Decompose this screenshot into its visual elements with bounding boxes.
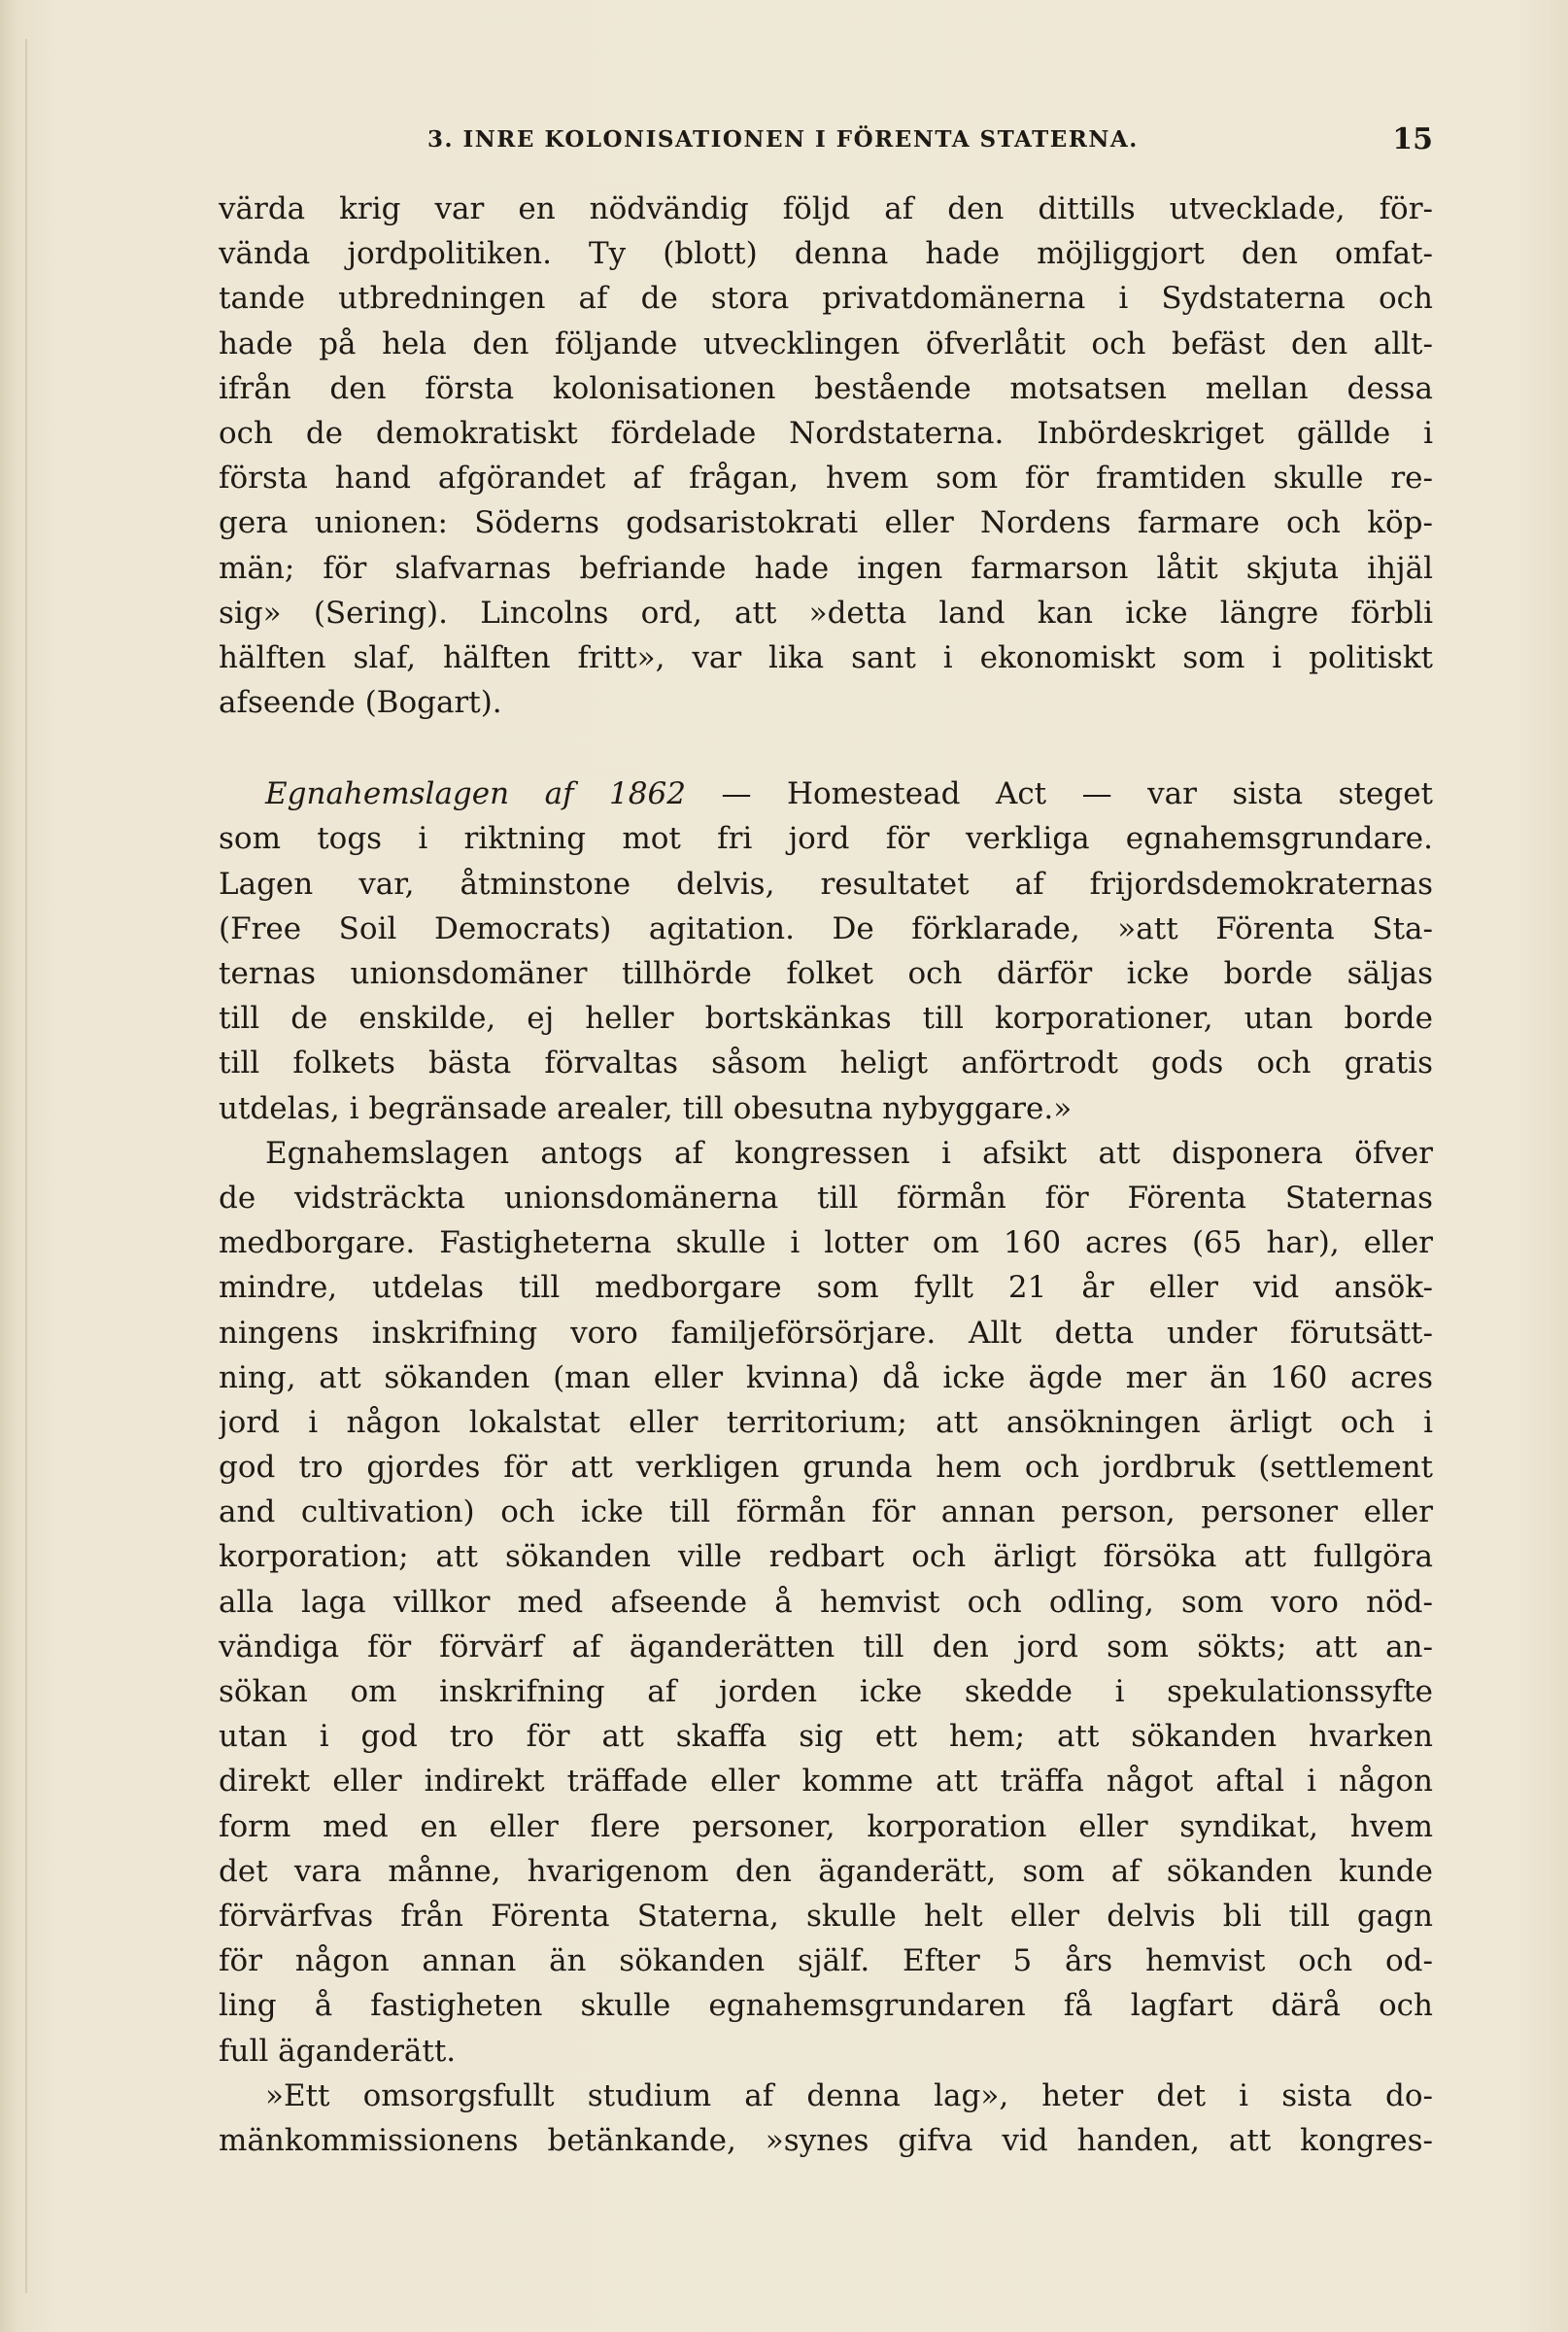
text-line: till de enskilde, ej heller bortskänkas till korporationer, utan borde (219, 1001, 1433, 1037)
text-line: utan i god tro för att skaffa sig ett hem; att sökanden hvarken (219, 1719, 1433, 1755)
text-line: alla laga villkor med afseende å hemvist och odling, som voro nöd- (219, 1584, 1433, 1620)
text-line: korporation; att sökanden ville redbart och ärligt försöka att fullgöra (219, 1539, 1433, 1575)
text-line: förvärfvas från Förenta Staterna, skulle helt eller delvis bli till gagn (219, 1898, 1433, 1934)
text-line: första hand afgörandet af frågan, hvem som för framtiden skulle re- (219, 461, 1433, 497)
text-line: hade på hela den följande utvecklingen öfverlåtit och befäst den allt- (219, 326, 1433, 361)
text-line (219, 772, 1433, 816)
text-line: sig» (Sering). Lincolns ord, att »detta land kan icke längre förbli (219, 595, 1433, 631)
text-line: form med en eller flere personer, korporation eller syndikat, hvem (219, 1808, 1433, 1844)
text-line: jord i någon lokalstat eller territorium; att ansökningen ärligt och i (219, 1404, 1433, 1440)
text-line: till folkets bästa förvaltas såsom heligt anförtrodt gods och gratis (219, 1046, 1433, 1081)
text-line: ifrån den första kolonisationen bestående motsatsen mellan dessa (219, 370, 1433, 406)
text-line: tande utbredningen af de stora privatdomänerna i Sydstaterna och (219, 281, 1433, 317)
text-line: Egnahemslagen antogs af kongressen i afsikt att disponera öfver (265, 1135, 1433, 1171)
body-text (219, 187, 1433, 2163)
text-line: (Free Soil Democrats) agitation. De förklarade, »att Förenta Sta- (219, 910, 1433, 946)
text-line: utdelas, i begränsade arealer, till obesutna nybyggare.» (219, 1090, 1073, 1126)
text-line: hälften slaf, hälften fritt», var lika sant i ekonomiskt som i politiskt (219, 639, 1433, 675)
text-line: ling å fastigheten skulle egnahemsgrundaren få lagfart därå och (219, 1988, 1433, 2024)
text-line: de vidsträckta unionsdomänerna till förmån för Förenta Staternas (219, 1180, 1433, 1216)
text-line: mänkommissionens betänkande, »synes gifva vid handen, att kongres- (219, 2122, 1433, 2158)
text-line: Lagen var, åtminstone delvis, resultatet af frijordsdemokraternas (219, 866, 1433, 902)
text-line: and cultivation) och icke till förmån för annan person, personer eller (219, 1494, 1433, 1530)
text-line: värda krig var en nödvändig följd af den dittills utvecklade, för- (219, 191, 1433, 226)
text-line: vända jordpolitiken. Ty (blott) denna hade möjliggjort den omfat- (219, 236, 1433, 272)
text-line: sökan om inskrifning af jorden icke skedde i spekulationssyfte (219, 1674, 1433, 1709)
text-line: gera unionen: Söderns godsaristokrati eller Nordens farmare och köp- (219, 505, 1433, 541)
text-line: ningens inskrifning voro familjeförsörjare. Allt detta under förutsätt- (219, 1315, 1433, 1351)
text-line: »Ett omsorgsfullt studium af denna lag», heter det i sista do- (265, 2077, 1433, 2113)
text-line: vändiga för förvärf af äganderätten till den jord som sökts; att an- (219, 1629, 1433, 1664)
text-line: afseende (Bogart). (219, 685, 502, 721)
text-line: full äganderätt. (219, 2033, 457, 2069)
page-header (219, 122, 1433, 165)
text-line: god tro gjordes för att verkligen grunda hem och jordbruk (settlement (219, 1450, 1433, 1486)
text-line: ning, att sökanden (man eller kvinna) då icke ägde mer än 160 acres (219, 1359, 1433, 1395)
section-lead-italic: Egnahemslagen af 1862 (265, 776, 686, 812)
text-line: medborgare. Fastigheterna skulle i lotter om 160 acres (65 har), eller (219, 1225, 1433, 1261)
text-line: för någon annan än sökanden själf. Efter 5 års hemvist och od- (219, 1943, 1433, 1979)
text-span: — Homestead Act — var sista steget (685, 776, 1433, 812)
text-line: ternas unionsdomäner tillhörde folket och därför icke borde säljas (219, 956, 1433, 991)
paragraph-gap (219, 725, 1433, 772)
text-line: det vara månne, hvarigenom den äganderätt, som af sökanden kunde (219, 1853, 1433, 1889)
text-line: män; för slafvarnas befriande hade ingen farmarson låtit skjuta ihjäl (219, 550, 1433, 586)
page-gutter-shadow (25, 39, 27, 2293)
running-head: 3. INRE KOLONISATIONEN I FÖRENTA STATERNA. (427, 126, 1139, 153)
text-line: som togs i riktning mot fri jord för verkliga egnahemsgrundare. (219, 821, 1433, 857)
text-line: och de demokratiskt fördelade Nordstaterna. Inbördeskriget gällde i (219, 415, 1433, 451)
text-line: direkt eller indirekt träffade eller komme att träffa något aftal i någon (219, 1764, 1433, 1800)
text-line: mindre, utdelas till medborgare som fyllt 21 år eller vid ansök- (219, 1270, 1433, 1306)
page-number: 15 (1392, 122, 1433, 156)
